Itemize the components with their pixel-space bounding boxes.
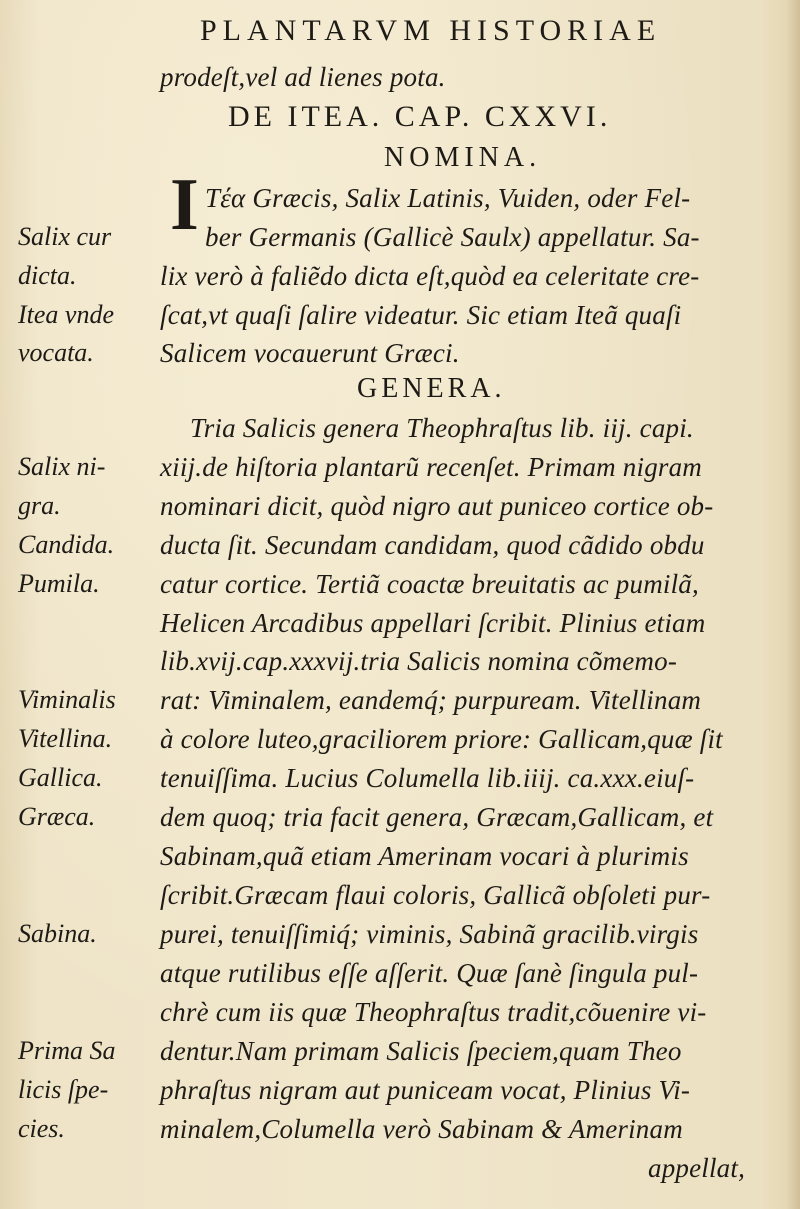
- text-line: lix verò à faliẽdo dicta eſt,quòd ea celeritate cre-: [160, 261, 700, 291]
- text-line: dem quoq; tria facit genera, Græcam,Gallicam, et: [160, 802, 714, 832]
- margin-note: Viminalis: [18, 685, 116, 714]
- margin-note: Salix ni-: [18, 452, 106, 481]
- text-line: Tria Salicis genera Theophraſtus lib. iij. capi.: [190, 413, 694, 443]
- margin-note: Pumila.: [18, 569, 100, 598]
- margin-note: gra.: [18, 491, 61, 520]
- text-line: appellat,: [648, 1153, 746, 1183]
- text-line: catur cortice. Tertiã coactæ breuitatis ac pumilã,: [160, 569, 699, 599]
- text-line: tenuiſſima. Lucius Columella lib.iiij. ca.xxx.eiuſ-: [160, 763, 695, 793]
- text-line: ſcat,vt quaſi ſalire videatur. Sic etiam Iteã quaſi: [160, 300, 682, 330]
- text-line: purei, tenuiſſimiq́; viminis, Sabinã gracilib.virgis: [160, 919, 699, 949]
- text-line: Salicem vocauerunt Græci.: [160, 338, 460, 368]
- text-line: dentur.Nam primam Salicis ſpeciem,quam Theo: [160, 1036, 682, 1066]
- text-line: phraſtus nigram aut puniceam vocat, Plinius Vi-: [160, 1075, 691, 1105]
- section-heading-nomina: NOMINA.: [384, 142, 542, 173]
- margin-note: cies.: [18, 1114, 65, 1143]
- text-line: nominari dicit, quòd nigro aut puniceo cortice ob-: [160, 491, 714, 521]
- margin-note: dicta.: [18, 261, 77, 290]
- text-line: ber Germanis (Gallicè Saulx) appellatur. Sa-: [205, 222, 700, 252]
- page-edge-shadow: [786, 0, 800, 1209]
- text-line: Sabinam,quã etiam Amerinam vocari à plurimis: [160, 841, 689, 871]
- margin-note: Prima Sa: [18, 1036, 116, 1065]
- text-line: xiij.de hiſtoria plantarũ recenſet. Primam nigram: [160, 452, 702, 482]
- margin-note: Vitellina.: [18, 724, 113, 753]
- margin-note: Candida.: [18, 530, 115, 559]
- text-line: Helicen Arcadibus appellari ſcribit. Plinius etiam: [160, 608, 706, 638]
- text-line: chrè cum iis quæ Theophraſtus tradit,cõuenire vi-: [160, 997, 707, 1027]
- margin-note: Salix cur: [18, 222, 112, 251]
- text-line: minalem,Columella verò Sabinam & Amerinam: [160, 1114, 683, 1144]
- text-line: ſcribit.Græcam flaui coloris, Gallicã obſoleti pur-: [160, 880, 711, 910]
- text-line: prodeſt,vel ad lienes pota.: [160, 62, 446, 92]
- text-line: à colore luteo,graciliorem priore: Gallicam,quæ ſit: [160, 724, 723, 754]
- drop-initial: I: [170, 164, 199, 246]
- text-line: atque rutilibus eſſe aſſerit. Quæ ſanè ſingula pul-: [160, 958, 699, 988]
- margin-note: licis ſpe-: [18, 1075, 109, 1104]
- margin-note: Sabina.: [18, 919, 97, 948]
- margin-note: vocata.: [18, 338, 94, 367]
- running-head: PLANTARVM HISTORIAE: [200, 14, 662, 47]
- text-line: Tέα Græcis, Salix Latinis, Vuiden, oder Fel-: [205, 183, 691, 213]
- margin-note: Gallica.: [18, 763, 103, 792]
- text-line: rat: Viminalem, eandemq́; purpuream. Vitellinam: [160, 685, 702, 715]
- margin-note: Græca.: [18, 802, 96, 831]
- text-line: ducta ſit. Secundam candidam, quod cãdido obdu: [160, 530, 705, 560]
- section-heading-genera: GENERA.: [357, 373, 506, 404]
- margin-note: Itea vnde: [18, 300, 115, 329]
- chapter-title: DE ITEA. CAP. CXXVI.: [228, 100, 612, 133]
- text-line: lib.xvij.cap.xxxvij.tria Salicis nomina cõmemo-: [160, 646, 678, 676]
